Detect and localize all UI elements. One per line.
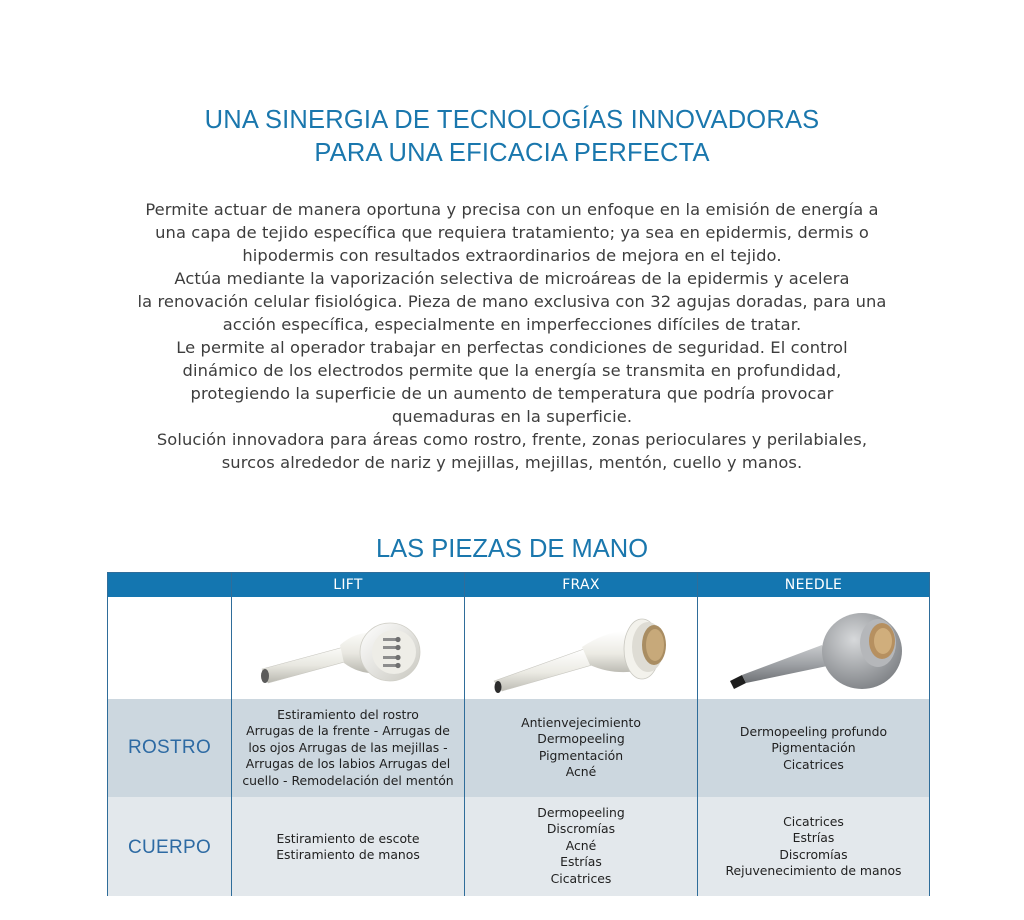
table-title: LAS PIEZAS DE MANO — [375, 535, 649, 563]
cell-line: Rejuvenecimiento de manos — [725, 863, 902, 879]
intro-line: protegiendo la superficie de un aumento de temperatura que podría provocar — [190, 384, 834, 403]
cell-line: Dermopeeling — [537, 731, 625, 747]
page-title — [0, 104, 1024, 170]
cuerpo-frax-cell — [465, 805, 697, 887]
intro-line: hipodermis con resultados extraordinarios de mejora en el tejido. — [242, 246, 782, 265]
cell-line: Antienvejecimiento — [521, 715, 641, 730]
cell-line: Estiramiento del rostro — [277, 707, 419, 722]
cell-line: Cicatrices — [550, 870, 612, 886]
column-divider — [697, 573, 698, 896]
cell-line: Dermopeeling — [537, 805, 625, 820]
cell-line: Estrías — [560, 854, 602, 870]
cell-line: cuello - Remodelación del mentón — [242, 772, 454, 788]
row-label-rostro: ROSTRO — [127, 737, 212, 758]
cuerpo-lift-cell — [232, 831, 464, 864]
column-divider — [464, 573, 465, 896]
cell-line: Dermopeeling profundo — [739, 724, 888, 739]
frax-handpiece-image — [488, 605, 688, 695]
column-header-frax: FRAX — [562, 577, 600, 593]
intro-line: una capa de tejido específica que requiera tratamiento; ya sea en epidermis, dermis o — [155, 223, 869, 242]
cell-line: Estiramiento de manos — [276, 847, 420, 863]
handpieces-table — [107, 572, 930, 896]
intro-line: dinámico de los electrodos permite que la energía se transmita en profundidad, — [182, 361, 842, 380]
intro-line: la renovación celular fisiológica. Pieza de mano exclusiva con 32 agujas doradas, para una — [137, 292, 887, 311]
cell-line: Cicatrices — [783, 756, 844, 772]
intro-line: Actúa mediante la vaporización selectiva de microáreas de la epidermis y acelera — [174, 269, 850, 288]
cell-line: Pigmentación — [538, 747, 624, 763]
cell-line: Cicatrices — [783, 814, 844, 829]
column-divider — [231, 573, 232, 896]
column-header-lift: LIFT — [333, 577, 363, 593]
title-line-2: PARA UNA EFICACIA PERFECTA — [314, 139, 710, 167]
intro-line: quemaduras en la superficie. — [391, 407, 633, 426]
cell-line: Estrías — [792, 830, 835, 846]
cell-line: Estiramiento de escote — [276, 831, 420, 846]
cell-line: Acné — [565, 837, 597, 853]
cell-line: Arrugas de los labios Arrugas del — [245, 756, 451, 772]
intro-line: Permite actuar de manera oportuna y precisa con un enfoque en la emisión de energía a — [145, 200, 879, 219]
column-header-needle: NEEDLE — [784, 577, 843, 593]
row-label-cuerpo: CUERPO — [127, 837, 212, 858]
intro-paragraph — [60, 198, 964, 474]
cell-line: Discromías — [546, 821, 616, 837]
intro-line: acción específica, especialmente en imperfecciones difíciles de tratar. — [222, 315, 802, 334]
cell-line: los ojos Arrugas de las mejillas - — [248, 739, 448, 755]
lift-handpiece-image — [256, 611, 456, 689]
intro-line: Le permite al operador trabajar en perfectas condiciones de seguridad. El control — [176, 338, 848, 357]
cell-line: Pigmentación — [771, 740, 856, 756]
title-line-1: UNA SINERGIA DE TECNOLOGÍAS INNOVADORAS — [204, 106, 820, 134]
needle-handpiece-image — [722, 603, 922, 697]
intro-line: Solución innovadora para áreas como rostro, frente, zonas perioculares y perilabiales, — [156, 430, 868, 449]
cuerpo-needle-cell — [698, 814, 929, 880]
rostro-needle-cell — [698, 724, 929, 773]
cell-line: Arrugas de la frente - Arrugas de — [246, 723, 450, 739]
rostro-frax-cell — [465, 715, 697, 781]
cell-line: Discromías — [779, 846, 848, 862]
cell-line: Acné — [565, 764, 597, 780]
rostro-lift-cell — [232, 707, 464, 789]
intro-line: surcos alrededor de nariz y mejillas, mejillas, mentón, cuello y manos. — [221, 453, 803, 472]
